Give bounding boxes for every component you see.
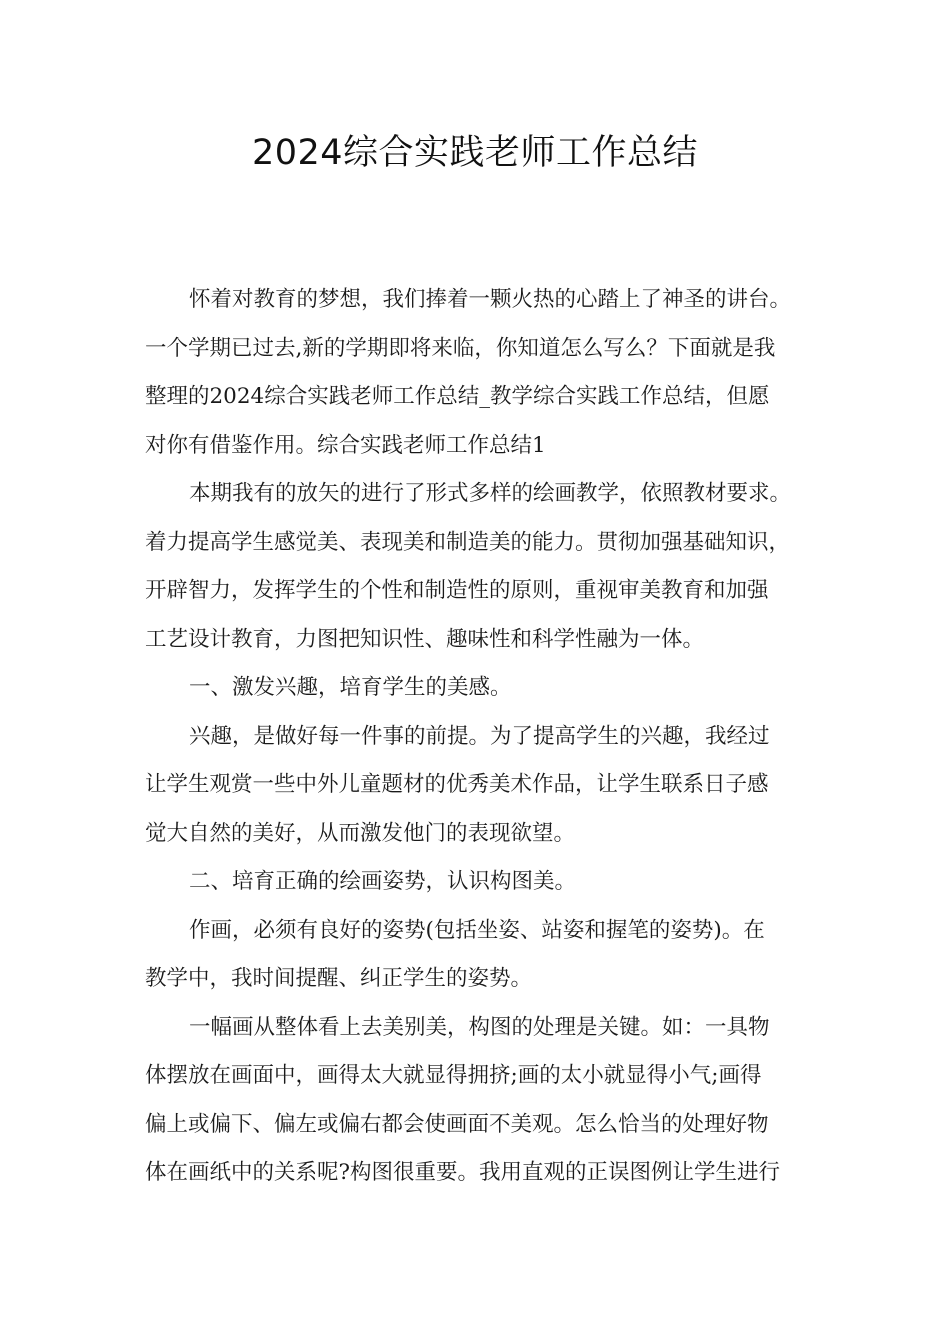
text-line: 怀着对教育的梦想，我们捧着一颗火热的心踏上了神圣的讲台。 <box>189 287 792 312</box>
text-line: 工艺设计教育，力图把知识性、趣味性和科学性融为一体。 <box>145 626 705 652</box>
text-line: 一个学期已过去,新的学期即将来临，你知道怎么写么？下面就是我 <box>145 335 776 361</box>
text-line: 开辟智力，发挥学生的个性和制造性的原则，重视审美教育和加强 <box>145 578 769 603</box>
document-body <box>145 276 815 1198</box>
text-line: 二、培育正确的绘画姿势，认识构图美。 <box>189 869 577 894</box>
text-line: 整理的2024综合实践老师工作总结_教学综合实践工作总结，但愿 <box>145 384 770 409</box>
text-line: 一幅画从整体看上去美别美，构图的处理是关键。如：一具物 <box>189 1014 770 1040</box>
document-title: 2024综合实践老师工作总结 <box>251 133 699 173</box>
text-line: 觉大自然的美好，从而激发他门的表现欲望。 <box>145 820 576 846</box>
text-line: 体摆放在画面中，画得太大就显得拥挤;画的太小就显得小气;画得 <box>145 1063 762 1088</box>
text-line: 教学中，我时间提醒、纠正学生的姿势。 <box>145 966 533 991</box>
text-line: 一、激发兴趣，培育学生的美感。 <box>189 675 512 700</box>
text-line: 让学生观赏一些中外儿童题材的优秀美术作品，让学生联系日子感 <box>145 772 769 797</box>
text-line: 对你有借鉴作用。综合实践老师工作总结1 <box>145 432 546 458</box>
text-line: 作画，必须有良好的姿势(包括坐姿、站姿和握笔的姿势)。在 <box>189 917 765 943</box>
text-line: 着力提高学生感觉美、表现美和制造美的能力。贯彻加强基础知识， <box>145 529 791 555</box>
text-line: 偏上或偏下、偏左或偏右都会使画面不美观。怎么恰当的处理好物 <box>145 1111 769 1137</box>
text-line: 本期我有的放矢的进行了形式多样的绘画教学，依照教材要求。 <box>189 481 792 506</box>
text-line: 兴趣，是做好每一件事的前提。为了提高学生的兴趣，我经过 <box>189 723 770 749</box>
text-line: 体在画纸中的关系呢?构图很重要。我用直观的正误图例让学生进行 <box>145 1160 781 1185</box>
